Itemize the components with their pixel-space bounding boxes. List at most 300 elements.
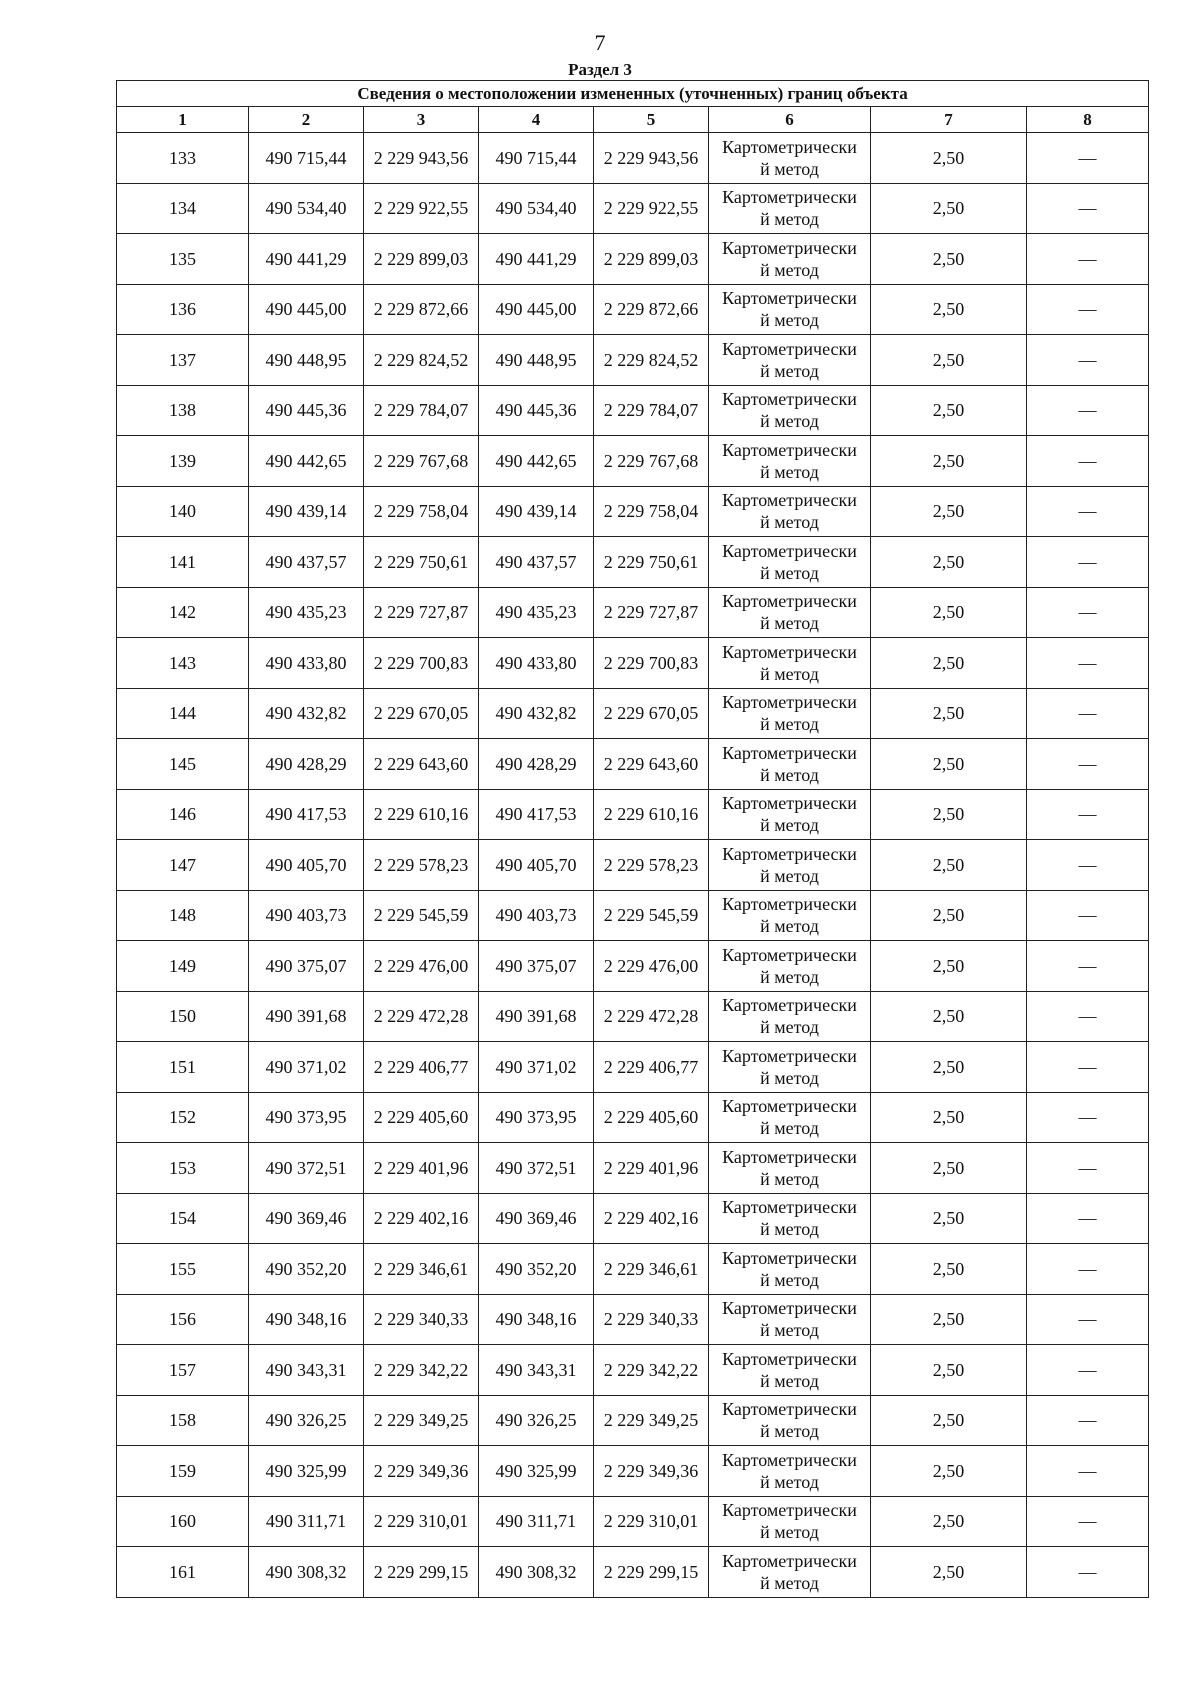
point-number-cell: 153 xyxy=(117,1143,249,1194)
method-cell xyxy=(709,1042,871,1093)
table-row xyxy=(117,1143,1149,1194)
method-line-1: Картометрически xyxy=(722,1500,857,1521)
y-refined-cell: 2 229 346,61 xyxy=(594,1244,709,1295)
method-line-2: й метод xyxy=(760,815,819,836)
method-cell xyxy=(709,840,871,891)
note-cell: — xyxy=(1027,1092,1149,1143)
table-row xyxy=(117,537,1149,588)
accuracy-cell: 2,50 xyxy=(871,183,1027,234)
x-refined-cell: 490 352,20 xyxy=(479,1244,594,1295)
method-line-2: й метод xyxy=(760,1219,819,1240)
method-line-2: й метод xyxy=(760,865,819,886)
y-refined-cell: 2 229 545,59 xyxy=(594,890,709,941)
accuracy-cell: 2,50 xyxy=(871,1143,1027,1194)
x-refined-cell: 490 437,57 xyxy=(479,537,594,588)
point-number-cell: 149 xyxy=(117,941,249,992)
point-number-cell: 152 xyxy=(117,1092,249,1143)
y-existing-cell: 2 229 872,66 xyxy=(364,284,479,335)
x-existing-cell: 490 348,16 xyxy=(249,1294,364,1345)
method-cell xyxy=(709,941,871,992)
method-line-1: Картометрически xyxy=(722,237,857,258)
note-cell: — xyxy=(1027,1193,1149,1244)
y-refined-cell: 2 229 578,23 xyxy=(594,840,709,891)
y-refined-cell: 2 229 472,28 xyxy=(594,991,709,1042)
point-number-cell: 140 xyxy=(117,486,249,537)
y-existing-cell: 2 229 342,22 xyxy=(364,1345,479,1396)
column-number: 2 xyxy=(249,107,364,133)
point-number-cell: 141 xyxy=(117,537,249,588)
x-refined-cell: 490 441,29 xyxy=(479,234,594,285)
method-cell xyxy=(709,1294,871,1345)
boundary-coordinates-table xyxy=(116,80,1149,1598)
note-cell: — xyxy=(1027,183,1149,234)
x-existing-cell: 490 372,51 xyxy=(249,1143,364,1194)
column-number: 3 xyxy=(364,107,479,133)
y-existing-cell: 2 229 899,03 xyxy=(364,234,479,285)
y-existing-cell: 2 229 750,61 xyxy=(364,537,479,588)
method-cell xyxy=(709,436,871,487)
table-caption: Сведения о местоположении измененных (уточненных) границ объекта xyxy=(117,81,1149,107)
y-refined-cell: 2 229 349,36 xyxy=(594,1446,709,1497)
note-cell: — xyxy=(1027,840,1149,891)
x-existing-cell: 490 448,95 xyxy=(249,335,364,386)
method-cell xyxy=(709,1446,871,1497)
method-cell xyxy=(709,486,871,537)
note-cell: — xyxy=(1027,1294,1149,1345)
x-existing-cell: 490 343,31 xyxy=(249,1345,364,1396)
table-row xyxy=(117,890,1149,941)
point-number-cell: 147 xyxy=(117,840,249,891)
method-cell xyxy=(709,991,871,1042)
method-line-2: й метод xyxy=(760,1522,819,1543)
y-existing-cell: 2 229 784,07 xyxy=(364,385,479,436)
x-existing-cell: 490 417,53 xyxy=(249,789,364,840)
x-refined-cell: 490 311,71 xyxy=(479,1496,594,1547)
column-number-row xyxy=(117,107,1149,133)
method-line-1: Картометрически xyxy=(722,641,857,662)
note-cell: — xyxy=(1027,688,1149,739)
point-number-cell: 156 xyxy=(117,1294,249,1345)
x-existing-cell: 490 534,40 xyxy=(249,183,364,234)
x-refined-cell: 490 375,07 xyxy=(479,941,594,992)
accuracy-cell: 2,50 xyxy=(871,284,1027,335)
table-row xyxy=(117,1496,1149,1547)
method-line-1: Картометрически xyxy=(722,1399,857,1420)
x-existing-cell: 490 373,95 xyxy=(249,1092,364,1143)
table-row xyxy=(117,486,1149,537)
note-cell: — xyxy=(1027,1244,1149,1295)
note-cell: — xyxy=(1027,1446,1149,1497)
table-row xyxy=(117,436,1149,487)
method-line-1: Картометрически xyxy=(722,591,857,612)
table-row xyxy=(117,1193,1149,1244)
table-row xyxy=(117,991,1149,1042)
note-cell: — xyxy=(1027,436,1149,487)
column-number: 4 xyxy=(479,107,594,133)
point-number-cell: 134 xyxy=(117,183,249,234)
y-refined-cell: 2 229 342,22 xyxy=(594,1345,709,1396)
method-cell xyxy=(709,789,871,840)
method-line-1: Картометрически xyxy=(722,389,857,410)
method-line-2: й метод xyxy=(760,1017,819,1038)
method-cell xyxy=(709,133,871,184)
x-refined-cell: 490 715,44 xyxy=(479,133,594,184)
accuracy-cell: 2,50 xyxy=(871,638,1027,689)
note-cell: — xyxy=(1027,789,1149,840)
x-existing-cell: 490 311,71 xyxy=(249,1496,364,1547)
x-existing-cell: 490 715,44 xyxy=(249,133,364,184)
accuracy-cell: 2,50 xyxy=(871,486,1027,537)
x-refined-cell: 490 325,99 xyxy=(479,1446,594,1497)
method-line-2: й метод xyxy=(760,310,819,331)
x-existing-cell: 490 441,29 xyxy=(249,234,364,285)
method-cell xyxy=(709,1193,871,1244)
method-cell xyxy=(709,537,871,588)
note-cell: — xyxy=(1027,486,1149,537)
y-existing-cell: 2 229 472,28 xyxy=(364,991,479,1042)
x-existing-cell: 490 371,02 xyxy=(249,1042,364,1093)
method-cell xyxy=(709,638,871,689)
y-refined-cell: 2 229 922,55 xyxy=(594,183,709,234)
x-existing-cell: 490 439,14 xyxy=(249,486,364,537)
x-refined-cell: 490 445,36 xyxy=(479,385,594,436)
table-row xyxy=(117,1547,1149,1598)
y-refined-cell: 2 229 784,07 xyxy=(594,385,709,436)
x-existing-cell: 490 352,20 xyxy=(249,1244,364,1295)
method-line-2: й метод xyxy=(760,158,819,179)
y-existing-cell: 2 229 476,00 xyxy=(364,941,479,992)
y-existing-cell: 2 229 578,23 xyxy=(364,840,479,891)
method-line-1: Картометрически xyxy=(722,439,857,460)
y-existing-cell: 2 229 340,33 xyxy=(364,1294,479,1345)
accuracy-cell: 2,50 xyxy=(871,1345,1027,1396)
table-row xyxy=(117,1294,1149,1345)
y-existing-cell: 2 229 349,36 xyxy=(364,1446,479,1497)
table-row xyxy=(117,1395,1149,1446)
method-line-2: й метод xyxy=(760,209,819,230)
method-line-1: Картометрически xyxy=(722,187,857,208)
note-cell: — xyxy=(1027,1395,1149,1446)
note-cell: — xyxy=(1027,890,1149,941)
accuracy-cell: 2,50 xyxy=(871,1294,1027,1345)
x-refined-cell: 490 308,32 xyxy=(479,1547,594,1598)
table-row xyxy=(117,739,1149,790)
method-line-2: й метод xyxy=(760,714,819,735)
method-line-1: Картометрически xyxy=(722,1096,857,1117)
method-line-2: й метод xyxy=(760,764,819,785)
method-cell xyxy=(709,890,871,941)
method-cell xyxy=(709,284,871,335)
column-number: 8 xyxy=(1027,107,1149,133)
note-cell: — xyxy=(1027,537,1149,588)
x-refined-cell: 490 343,31 xyxy=(479,1345,594,1396)
y-existing-cell: 2 229 401,96 xyxy=(364,1143,479,1194)
point-number-cell: 143 xyxy=(117,638,249,689)
method-line-1: Картометрически xyxy=(722,1197,857,1218)
y-refined-cell: 2 229 872,66 xyxy=(594,284,709,335)
method-line-1: Картометрически xyxy=(722,288,857,309)
point-number-cell: 155 xyxy=(117,1244,249,1295)
table-row xyxy=(117,587,1149,638)
table-row xyxy=(117,385,1149,436)
x-existing-cell: 490 428,29 xyxy=(249,739,364,790)
y-refined-cell: 2 229 758,04 xyxy=(594,486,709,537)
y-existing-cell: 2 229 670,05 xyxy=(364,688,479,739)
note-cell: — xyxy=(1027,133,1149,184)
y-refined-cell: 2 229 405,60 xyxy=(594,1092,709,1143)
x-refined-cell: 490 326,25 xyxy=(479,1395,594,1446)
x-refined-cell: 490 432,82 xyxy=(479,688,594,739)
page-number: 7 xyxy=(594,30,606,55)
method-line-1: Картометрически xyxy=(722,1298,857,1319)
table-row xyxy=(117,183,1149,234)
method-line-1: Картометрически xyxy=(722,1146,857,1167)
note-cell: — xyxy=(1027,234,1149,285)
note-cell: — xyxy=(1027,1496,1149,1547)
note-cell: — xyxy=(1027,1547,1149,1598)
y-existing-cell: 2 229 310,01 xyxy=(364,1496,479,1547)
method-line-2: й метод xyxy=(760,1168,819,1189)
x-refined-cell: 490 391,68 xyxy=(479,991,594,1042)
y-refined-cell: 2 229 402,16 xyxy=(594,1193,709,1244)
table-row xyxy=(117,789,1149,840)
method-cell xyxy=(709,1547,871,1598)
table-row xyxy=(117,941,1149,992)
y-existing-cell: 2 229 406,77 xyxy=(364,1042,479,1093)
y-refined-cell: 2 229 299,15 xyxy=(594,1547,709,1598)
method-line-2: й метод xyxy=(760,1370,819,1391)
y-refined-cell: 2 229 310,01 xyxy=(594,1496,709,1547)
point-number-cell: 139 xyxy=(117,436,249,487)
x-existing-cell: 490 308,32 xyxy=(249,1547,364,1598)
point-number-cell: 150 xyxy=(117,991,249,1042)
method-cell xyxy=(709,587,871,638)
x-existing-cell: 490 433,80 xyxy=(249,638,364,689)
method-line-1: Картометрически xyxy=(722,1045,857,1066)
y-existing-cell: 2 229 405,60 xyxy=(364,1092,479,1143)
method-line-2: й метод xyxy=(760,1421,819,1442)
column-number: 5 xyxy=(594,107,709,133)
x-existing-cell: 490 445,00 xyxy=(249,284,364,335)
method-line-2: й метод xyxy=(760,512,819,533)
method-line-1: Картометрически xyxy=(722,1449,857,1470)
x-refined-cell: 490 372,51 xyxy=(479,1143,594,1194)
note-cell: — xyxy=(1027,385,1149,436)
note-cell: — xyxy=(1027,587,1149,638)
y-existing-cell: 2 229 610,16 xyxy=(364,789,479,840)
method-line-1: Картометрически xyxy=(722,742,857,763)
point-number-cell: 161 xyxy=(117,1547,249,1598)
method-line-1: Картометрически xyxy=(722,692,857,713)
method-line-2: й метод xyxy=(760,663,819,684)
x-existing-cell: 490 326,25 xyxy=(249,1395,364,1446)
accuracy-cell: 2,50 xyxy=(871,1496,1027,1547)
point-number-cell: 160 xyxy=(117,1496,249,1547)
table-row xyxy=(117,1042,1149,1093)
accuracy-cell: 2,50 xyxy=(871,537,1027,588)
table-row xyxy=(117,688,1149,739)
point-number-cell: 154 xyxy=(117,1193,249,1244)
accuracy-cell: 2,50 xyxy=(871,890,1027,941)
y-existing-cell: 2 229 943,56 xyxy=(364,133,479,184)
table-row xyxy=(117,234,1149,285)
method-line-2: й метод xyxy=(760,360,819,381)
x-refined-cell: 490 373,95 xyxy=(479,1092,594,1143)
accuracy-cell: 2,50 xyxy=(871,436,1027,487)
method-line-1: Картометрически xyxy=(722,944,857,965)
table-body xyxy=(117,133,1149,1598)
method-cell xyxy=(709,183,871,234)
y-refined-cell: 2 229 700,83 xyxy=(594,638,709,689)
method-cell xyxy=(709,688,871,739)
x-refined-cell: 490 405,70 xyxy=(479,840,594,891)
y-existing-cell: 2 229 727,87 xyxy=(364,587,479,638)
y-refined-cell: 2 229 349,25 xyxy=(594,1395,709,1446)
note-cell: — xyxy=(1027,1143,1149,1194)
point-number-cell: 144 xyxy=(117,688,249,739)
y-refined-cell: 2 229 727,87 xyxy=(594,587,709,638)
method-line-2: й метод xyxy=(760,1118,819,1139)
point-number-cell: 158 xyxy=(117,1395,249,1446)
method-line-2: й метод xyxy=(760,1572,819,1593)
method-cell xyxy=(709,335,871,386)
y-existing-cell: 2 229 643,60 xyxy=(364,739,479,790)
table-row xyxy=(117,1446,1149,1497)
accuracy-cell: 2,50 xyxy=(871,1092,1027,1143)
x-existing-cell: 490 437,57 xyxy=(249,537,364,588)
x-refined-cell: 490 445,00 xyxy=(479,284,594,335)
point-number-cell: 146 xyxy=(117,789,249,840)
x-existing-cell: 490 445,36 xyxy=(249,385,364,436)
point-number-cell: 142 xyxy=(117,587,249,638)
x-existing-cell: 490 325,99 xyxy=(249,1446,364,1497)
y-refined-cell: 2 229 340,33 xyxy=(594,1294,709,1345)
y-refined-cell: 2 229 670,05 xyxy=(594,688,709,739)
table-row xyxy=(117,133,1149,184)
method-cell xyxy=(709,1496,871,1547)
y-existing-cell: 2 229 299,15 xyxy=(364,1547,479,1598)
x-refined-cell: 490 435,23 xyxy=(479,587,594,638)
method-line-2: й метод xyxy=(760,916,819,937)
method-cell xyxy=(709,234,871,285)
table-row xyxy=(117,638,1149,689)
section-title: Раздел 3 xyxy=(568,60,632,79)
method-line-1: Картометрически xyxy=(722,338,857,359)
accuracy-cell: 2,50 xyxy=(871,1244,1027,1295)
note-cell: — xyxy=(1027,335,1149,386)
accuracy-cell: 2,50 xyxy=(871,335,1027,386)
accuracy-cell: 2,50 xyxy=(871,587,1027,638)
x-refined-cell: 490 433,80 xyxy=(479,638,594,689)
method-line-2: й метод xyxy=(760,562,819,583)
method-cell xyxy=(709,1395,871,1446)
y-existing-cell: 2 229 349,25 xyxy=(364,1395,479,1446)
x-existing-cell: 490 442,65 xyxy=(249,436,364,487)
y-existing-cell: 2 229 824,52 xyxy=(364,335,479,386)
method-line-2: й метод xyxy=(760,1471,819,1492)
y-existing-cell: 2 229 402,16 xyxy=(364,1193,479,1244)
x-refined-cell: 490 448,95 xyxy=(479,335,594,386)
table-row xyxy=(117,1345,1149,1396)
note-cell: — xyxy=(1027,1345,1149,1396)
x-existing-cell: 490 435,23 xyxy=(249,587,364,638)
y-existing-cell: 2 229 700,83 xyxy=(364,638,479,689)
accuracy-cell: 2,50 xyxy=(871,133,1027,184)
method-cell xyxy=(709,385,871,436)
accuracy-cell: 2,50 xyxy=(871,234,1027,285)
x-refined-cell: 490 442,65 xyxy=(479,436,594,487)
table-row xyxy=(117,284,1149,335)
accuracy-cell: 2,50 xyxy=(871,1446,1027,1497)
x-refined-cell: 490 403,73 xyxy=(479,890,594,941)
y-refined-cell: 2 229 899,03 xyxy=(594,234,709,285)
method-line-2: й метод xyxy=(760,966,819,987)
method-line-1: Картометрически xyxy=(722,1247,857,1268)
point-number-cell: 157 xyxy=(117,1345,249,1396)
y-existing-cell: 2 229 767,68 xyxy=(364,436,479,487)
y-refined-cell: 2 229 401,96 xyxy=(594,1143,709,1194)
method-line-2: й метод xyxy=(760,1269,819,1290)
column-number: 6 xyxy=(709,107,871,133)
table-row xyxy=(117,840,1149,891)
table-row xyxy=(117,1244,1149,1295)
point-number-cell: 145 xyxy=(117,739,249,790)
accuracy-cell: 2,50 xyxy=(871,1395,1027,1446)
accuracy-cell: 2,50 xyxy=(871,991,1027,1042)
x-refined-cell: 490 371,02 xyxy=(479,1042,594,1093)
method-line-1: Картометрически xyxy=(722,540,857,561)
table-row xyxy=(117,1092,1149,1143)
point-number-cell: 137 xyxy=(117,335,249,386)
y-refined-cell: 2 229 476,00 xyxy=(594,941,709,992)
y-existing-cell: 2 229 346,61 xyxy=(364,1244,479,1295)
x-existing-cell: 490 432,82 xyxy=(249,688,364,739)
note-cell: — xyxy=(1027,941,1149,992)
x-existing-cell: 490 369,46 xyxy=(249,1193,364,1244)
x-refined-cell: 490 417,53 xyxy=(479,789,594,840)
method-cell xyxy=(709,1244,871,1295)
x-existing-cell: 490 391,68 xyxy=(249,991,364,1042)
accuracy-cell: 2,50 xyxy=(871,1042,1027,1093)
note-cell: — xyxy=(1027,1042,1149,1093)
method-line-1: Картометрически xyxy=(722,1550,857,1571)
point-number-cell: 151 xyxy=(117,1042,249,1093)
point-number-cell: 136 xyxy=(117,284,249,335)
method-line-1: Картометрически xyxy=(722,490,857,511)
column-number: 1 xyxy=(117,107,249,133)
method-line-1: Картометрически xyxy=(722,793,857,814)
x-existing-cell: 490 405,70 xyxy=(249,840,364,891)
x-refined-cell: 490 369,46 xyxy=(479,1193,594,1244)
y-refined-cell: 2 229 750,61 xyxy=(594,537,709,588)
accuracy-cell: 2,50 xyxy=(871,1547,1027,1598)
x-existing-cell: 490 375,07 xyxy=(249,941,364,992)
y-existing-cell: 2 229 545,59 xyxy=(364,890,479,941)
point-number-cell: 135 xyxy=(117,234,249,285)
method-line-1: Картометрически xyxy=(722,894,857,915)
accuracy-cell: 2,50 xyxy=(871,739,1027,790)
point-number-cell: 133 xyxy=(117,133,249,184)
note-cell: — xyxy=(1027,638,1149,689)
y-existing-cell: 2 229 758,04 xyxy=(364,486,479,537)
y-refined-cell: 2 229 943,56 xyxy=(594,133,709,184)
method-line-1: Картометрически xyxy=(722,995,857,1016)
method-cell xyxy=(709,739,871,790)
accuracy-cell: 2,50 xyxy=(871,688,1027,739)
x-refined-cell: 490 439,14 xyxy=(479,486,594,537)
accuracy-cell: 2,50 xyxy=(871,385,1027,436)
point-number-cell: 148 xyxy=(117,890,249,941)
